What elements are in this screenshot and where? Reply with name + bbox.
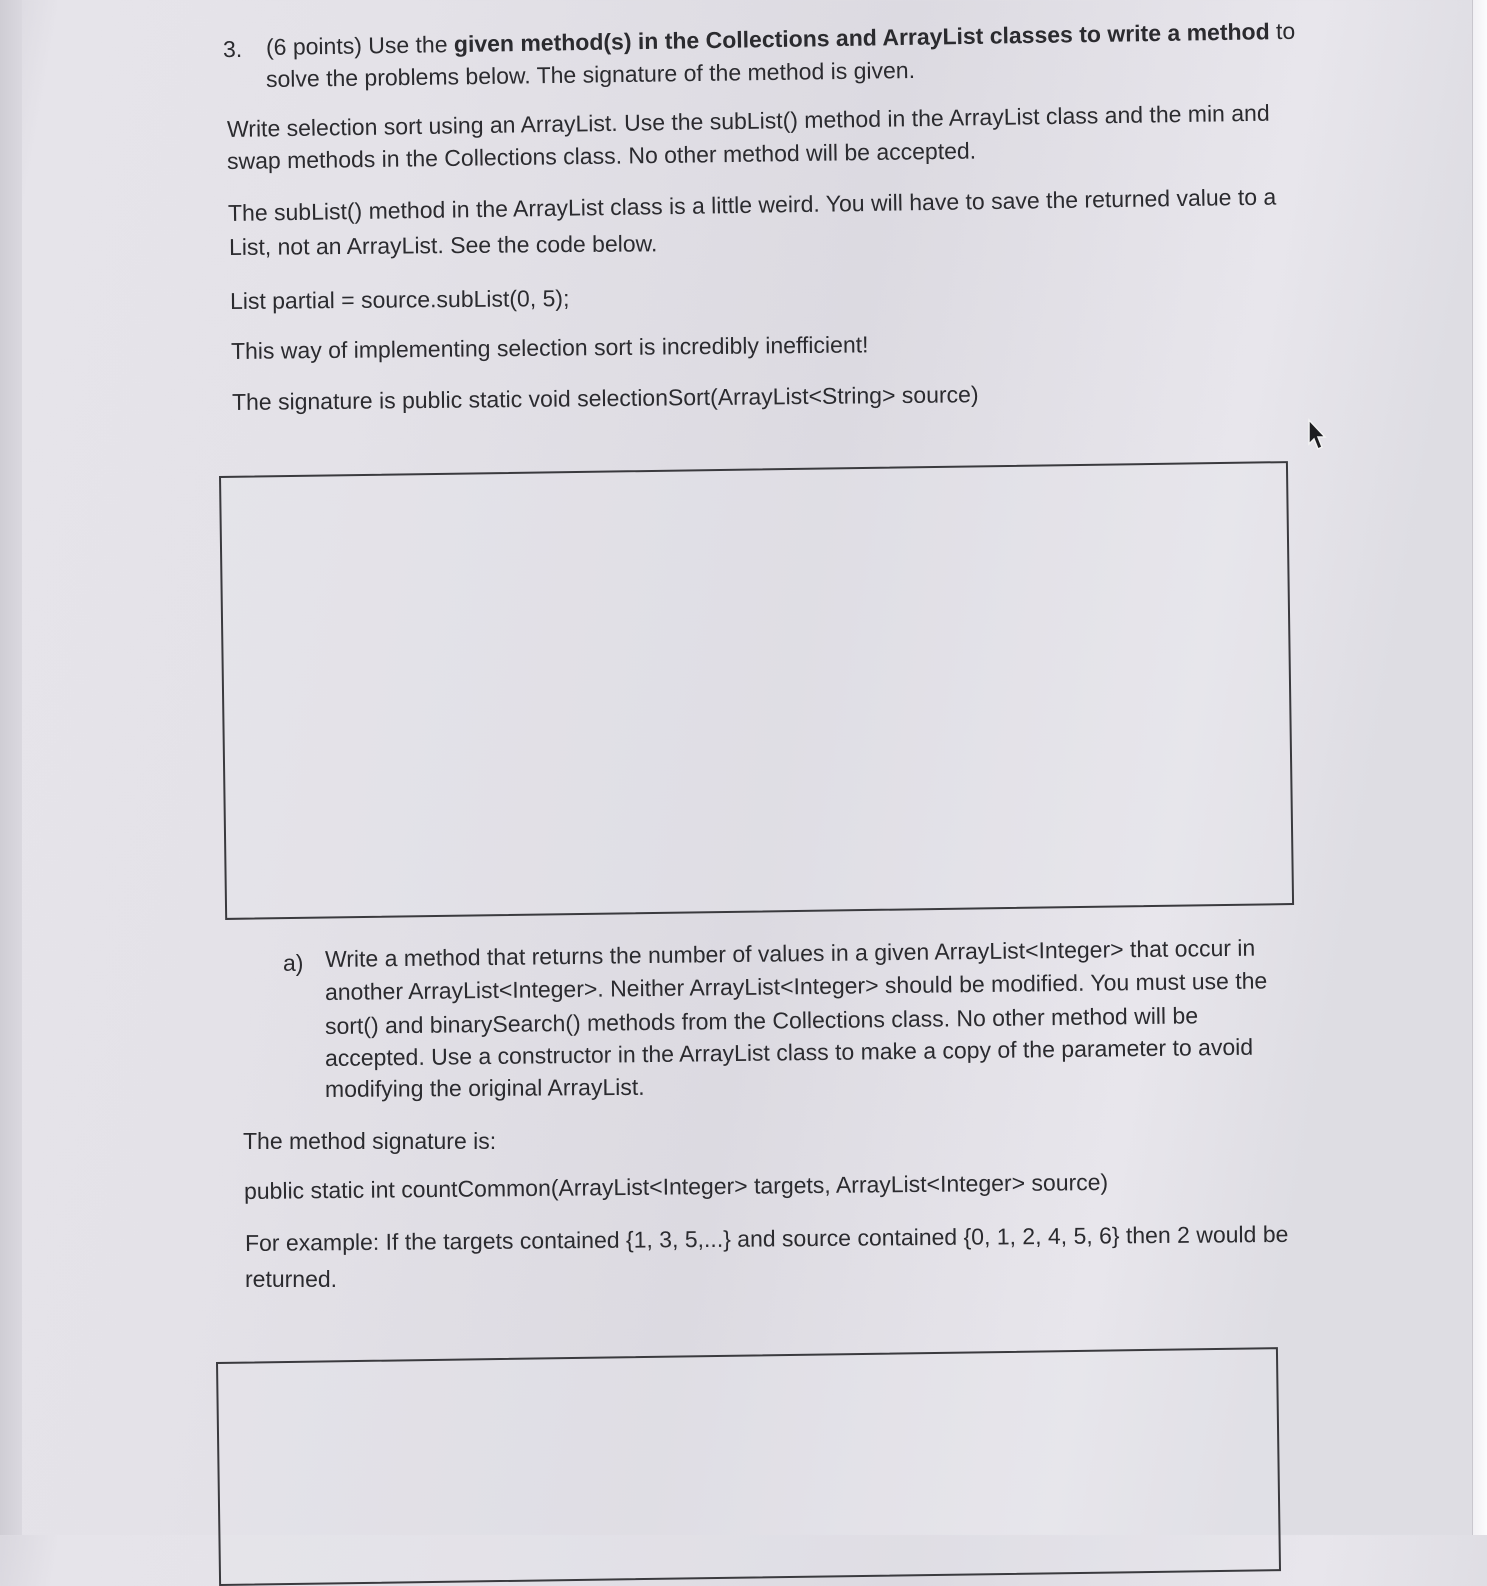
part-a-line5: modifying the original ArrayList.	[324, 1073, 645, 1102]
instruction-line1: Write selection sort using an ArrayList. Use the subList() method in the ArrayList class and the min and	[226, 99, 1270, 142]
code-example: List partial = source.subList(0, 5);	[229, 285, 570, 314]
mouse-cursor-icon	[1303, 418, 1329, 452]
method-signature: The signature is public static void selectionSort(ArrayList<String> source)	[231, 381, 979, 415]
part-a-line3: sort() and binarySearch() methods from the Collections class. No other method will be	[324, 1002, 1199, 1039]
question-number: 3.	[222, 35, 243, 63]
inefficiency-warning: This way of implementing selection sort is incredibly inefficient!	[230, 331, 869, 364]
part-a-example-line1: For example: If the targets contained {1, 3, 5,...} and source contained {0, 1, 2, 4, 5, 6} then 2 would be	[244, 1220, 1289, 1256]
part-a-line1: Write a method that returns the number of values in a given ArrayList<Integer> that occur in	[324, 934, 1256, 972]
part-a-line2: another ArrayList<Integer>. Neither ArrayList<Integer> should be modified. You must use the	[324, 967, 1268, 1005]
sublist-note-line2: List, not an ArrayList. See the code below.	[228, 230, 658, 260]
intro-pre: (6 points) Use the	[265, 31, 455, 60]
left-edge-shadow	[0, 0, 22, 1535]
right-screen-edge	[1472, 0, 1487, 1535]
sublist-note-line1: The subList() method in the ArrayList class is a little weird. You will have to save the returned value to a	[227, 183, 1277, 226]
instruction-line2: swap methods in the Collections class. No other method will be accepted.	[226, 137, 977, 174]
intro-post: to	[1269, 17, 1296, 45]
part-a-signature-label: The method signature is:	[243, 1128, 497, 1154]
part-a-label: a)	[283, 950, 304, 976]
part-a-example-line2: returned.	[245, 1266, 338, 1292]
part-a-line4: accepted. Use a constructor in the ArrayList class to make a copy of the parameter to avoid	[324, 1033, 1254, 1071]
part-a-signature: public static int countCommon(ArrayList<Integer> targets, ArrayList<Integer> source)	[243, 1168, 1109, 1204]
answer-box-count-common[interactable]	[216, 1347, 1281, 1586]
intro-bold: given method(s) in the Collections and ArrayList classes to write a method	[453, 18, 1270, 58]
question-intro-line1	[266, 16, 1296, 62]
question-intro-line2: solve the problems below. The signature of the method is given.	[265, 56, 916, 92]
answer-box-selection-sort[interactable]	[219, 461, 1294, 920]
